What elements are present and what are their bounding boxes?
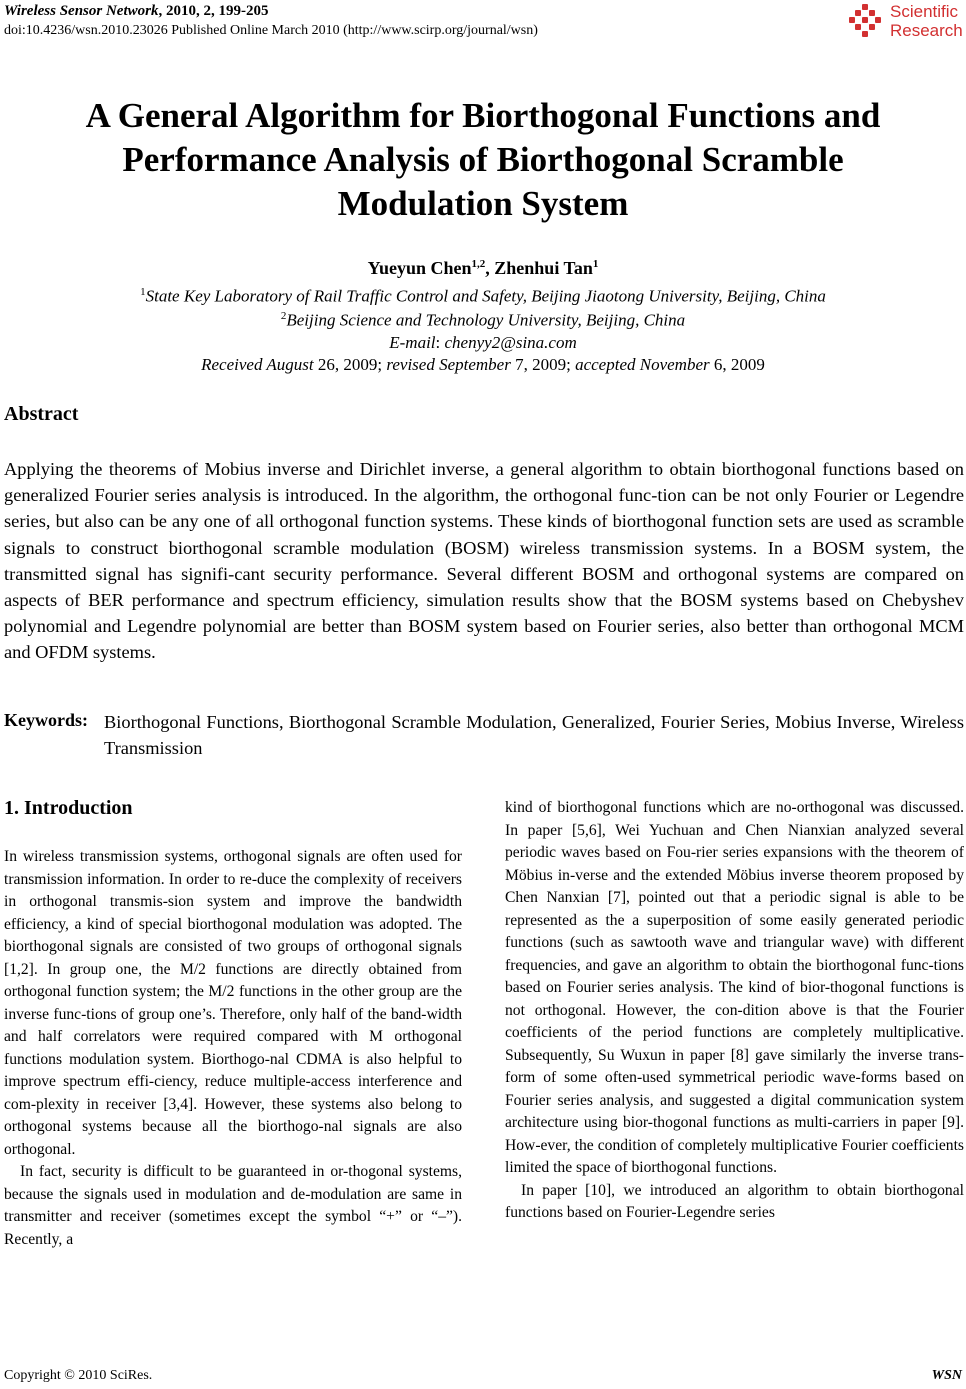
author-2-affil: 1 xyxy=(592,258,599,270)
received-label: Received August xyxy=(201,355,314,374)
affiliation-1-mark: 1 xyxy=(140,286,146,298)
accepted-label: accepted November xyxy=(575,355,710,374)
dates-line xyxy=(0,355,966,375)
paper-title xyxy=(0,94,966,226)
journal-name: Wireless Sensor Network xyxy=(4,3,159,19)
email-address[interactable]: chenyy2@sina.com xyxy=(444,333,577,352)
logo-line-2: Research xyxy=(890,21,963,40)
publisher-logo-icon xyxy=(846,2,886,42)
received-date: 26, 2009; xyxy=(313,355,387,374)
title-line-1: A General Algorithm for Biorthogonal Functions and xyxy=(85,96,881,135)
intro-paragraph-2: In fact, security is difficult to be guaranteed in or-thogonal systems, because the signals used in modulation and de-modulation are same in transmitter and receiver (sometimes except the symbol “+” or “–”). Recently, a xyxy=(4,1163,462,1248)
intro-paragraph-1: In wireless transmission systems, orthogonal signals are often used for transmission information. In order to re-duce the complexity of receivers in orthogonal transmis-sion system and improve the bandwidth efficiency, a kind of special biorthogonal modulation was adopted. The biorthogonal signals are consisted of two groups of orthogonal signals [1,2]. In group one, the M/2 functions are directly obtained from orthogonal function system; the M/2 functions in the other group are the inverse func-tions of group one’s. Therefore, only half of the band-width and half correlators were required compared with M orthogonal functions modulation system. Biorthogo-nal CDMA is also helpful to improve spectrum effi-ciency, reduce multiple-access interference and com-plexity in receiver [3,4]. However, these systems also belong to orthogonal systems because all the biorthogo-nal signals are also orthogonal. xyxy=(4,848,462,1158)
keywords-text: Biorthogonal Functions, Biorthogonal Scramble Modulation, Generalized, Fourier Series, Mobius Inverse, Wireless Transmission xyxy=(104,712,964,758)
intro-paragraph-4: In paper [10], we introduced an algorithm to obtain biorthogonal functions based on Fourier-Legendre series xyxy=(505,1181,964,1221)
affiliation-1 xyxy=(0,286,966,307)
email-colon: : xyxy=(435,333,445,352)
email-label: E-mail xyxy=(389,333,436,352)
publisher-logo-text xyxy=(890,2,963,40)
author-1-affil: 1,2 xyxy=(471,258,486,270)
revised-date: 7, 2009; xyxy=(510,355,576,374)
publisher-logo xyxy=(846,2,964,42)
author-separator: , xyxy=(485,258,495,278)
footer-copyright: Copyright © 2010 SciRes. xyxy=(4,1368,153,1383)
footer-journal-abbr: WSN xyxy=(931,1368,962,1383)
affiliation-2 xyxy=(0,310,966,331)
left-column xyxy=(4,846,462,1251)
affiliation-1-text: State Key Laboratory of Rail Traffic Control and Safety, Beijing Jiaotong University, Beijing, China xyxy=(145,286,826,306)
logo-line-1: Scientific xyxy=(890,2,959,21)
author-1: Yueyun Chen xyxy=(367,258,472,278)
intro-paragraph-3: kind of biorthogonal functions which are no-orthogonal was discussed. In paper [5,6], Wei Yuchuan and Chen Nianxian analyzed several periodic waves based on Fou-rier series expansions with the theorem of Möbius in-verse and the extended Möbius inverse theorem proposed by Chen Nanxian [7], pointed out that a periodic signal is able to be represented as the a superposition of some easily generated periodic functions (such as sawtooth wave and triangular wave) with different frequencies, and gave an algorithm to obtain the biorthogonal func-tions based on Fourier series analysis. The kind of bior-thogonal functions is not orthogonal. However, the con-dition above is that the Fourier coefficients of the period functions are completely multiplicative. Subsequently, Su Wuxun in paper [8] gave similarly the inverse trans-form of some often-used symmetrical periodic wave-forms based on Fourier series analysis, and suggested a digital communication system architecture using bior-thogonal functions as multi-carriers in paper [9]. How-ever, the condition of completely multiplicative Fourier coefficients limited the space of biorthogonal functions. xyxy=(505,799,964,1176)
journal-header xyxy=(4,3,268,20)
author-2: Zhenhui Tan xyxy=(494,258,593,278)
title-line-2: Performance Analysis of Biorthogonal Scramble xyxy=(122,140,844,179)
keywords-label: Keywords: xyxy=(4,710,88,730)
doi-line: doi:10.4236/wsn.2010.23026 Published Online March 2010 (http://www.scirp.org/journal/wsn) xyxy=(4,23,538,38)
right-column xyxy=(505,797,964,1225)
author-list xyxy=(0,258,966,279)
section-heading-introduction: 1. Introduction xyxy=(4,797,133,819)
title-line-3: Modulation System xyxy=(337,184,629,223)
revised-label: revised September xyxy=(386,355,511,374)
accepted-date: 6, 2009 xyxy=(709,355,765,374)
journal-volume: , 2010, 2, 199-205 xyxy=(158,3,269,19)
abstract-heading: Abstract xyxy=(4,403,79,425)
email-line xyxy=(0,333,966,353)
abstract-text: Applying the theorems of Mobius inverse and Dirichlet inverse, a general algorithm to obtain biorthogonal functions based on generalized Fourier series analysis is introduced. In the algorithm, the orthogonal func-tion can be not only Fourier or Legendre series, but also can be any one of all orthogonal function systems. These kinds of biorthogonal function sets are used as scramble signals to construct biorthogonal scramble modulation (BOSM) wireless transmission systems. In a BOSM system, the transmitted signal has signifi-cant security performance. Several different BOSM and orthogonal systems are compared on aspects of BER performance and spectrum efficiency, simulation results show that the BOSM systems based on Chebyshev polynomial and Legendre polynomial are better than BOSM system based on Fourier series, also better than orthogonal MCM and OFDM systems. xyxy=(4,459,964,663)
affiliation-2-text: Beijing Science and Technology University, Beijing, China xyxy=(286,310,686,330)
affiliation-2-mark: 2 xyxy=(280,310,287,322)
